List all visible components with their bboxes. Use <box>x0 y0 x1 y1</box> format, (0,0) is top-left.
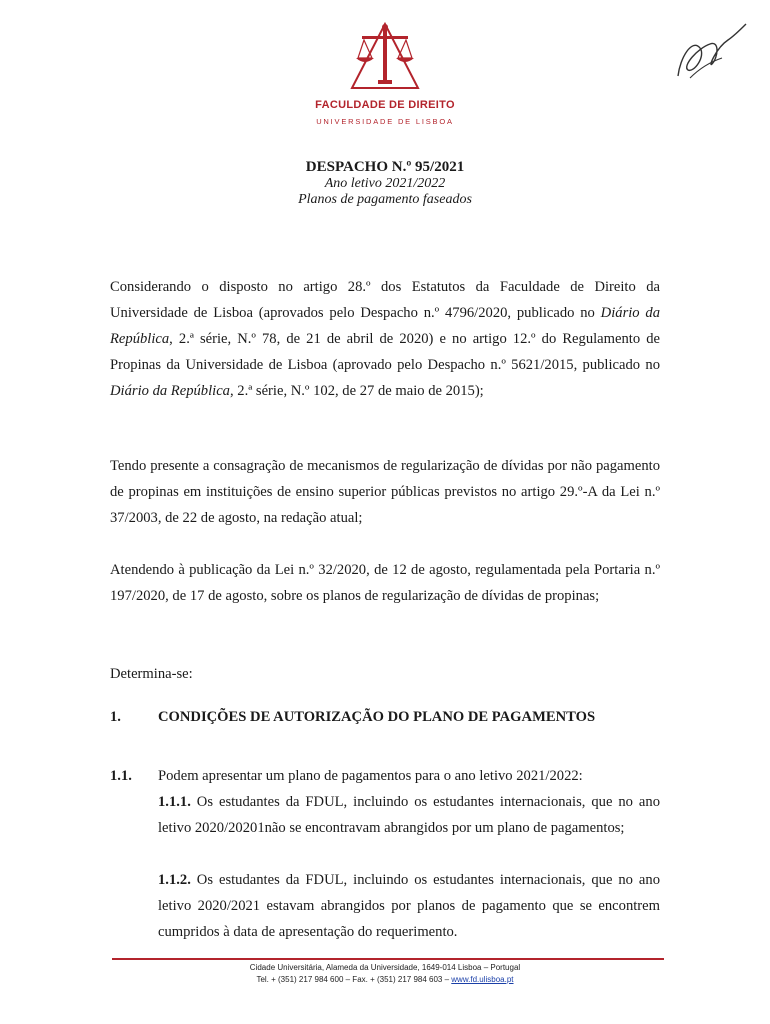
paragraph-text: Considerando o disposto no artigo 28.º dos Estatutos da Faculdade de Direito da Universidade de Lisboa (aprovados pelo Despacho n.º 4796/2020, publicado no <box>110 279 660 321</box>
paragraph-atendendo: Atendendo à publicação da Lei n.º 32/2020, de 12 de agosto, regulamentada pela Portaria n.º 197/2020, de 17 de agosto, sobre os planos de regularização de dívidas de propinas; <box>110 562 660 604</box>
subsection-text: Podem apresentar um plano de pagamentos para o ano letivo 2021/2022: <box>158 768 583 784</box>
footer-contacts <box>0 975 770 984</box>
website-link[interactable]: www.fd.ulisboa.pt <box>451 975 514 984</box>
paragraph-determina: Determina-se: <box>110 666 193 682</box>
journal-name: Diário da República <box>110 305 661 347</box>
document-subject: Planos de pagamento faseados <box>298 192 472 207</box>
section-number: 1. <box>110 709 121 725</box>
item-text: Os estudantes da FDUL, incluindo os estudantes internacionais, que no ano letivo 2020/20201não se encontravam abrangidos por um plano de pagamentos; <box>158 794 660 836</box>
academic-year: Ano letivo 2021/2022 <box>324 176 446 191</box>
despacho-number: DESPACHO N.º 95/2021 <box>305 159 465 175</box>
document-title <box>0 158 770 208</box>
paragraph-text: , 2.ª série, N.º 102, de 27 de maio de 2015); <box>229 383 484 399</box>
subsection-number: 1.1. <box>110 768 132 784</box>
contact-numbers: Tel. + (351) 217 984 600 – Fax. + (351) 217 984 603 – <box>256 975 452 984</box>
paragraph-considerando <box>110 274 660 404</box>
footer-divider <box>112 958 664 960</box>
item-number: 1.1.1. <box>158 794 191 810</box>
list-item <box>158 789 660 841</box>
journal-name: Diário da República <box>110 383 230 399</box>
scales-of-justice-icon <box>340 18 430 98</box>
footer-address: Cidade Universitária, Alameda da Universidade, 1649-014 Lisboa – Portugal <box>249 963 521 972</box>
signature-icon <box>670 18 750 88</box>
paragraph-text: , 2.ª série, N.º 78, de 21 de abril de 2020) e no artigo 12.º do Regulamento de Propinas da Universidade de Lisboa (aprovado pelo Despacho n.º 5621/2015, publicado no <box>110 331 660 373</box>
paragraph-tendo-presente: Tendo presente a consagração de mecanismos de regularização de dívidas por não pagamento de propinas em instituições de ensino superior públicas previstos no artigo 29.º-A da Lei n.º 37/2003, de 22 de agosto, na redação atual; <box>110 458 660 526</box>
section-title: CONDIÇÕES DE AUTORIZAÇÃO DO PLANO DE PAGAMENTOS <box>158 709 596 725</box>
university-name: UNIVERSIDADE DE LISBOA <box>316 117 454 126</box>
list-item <box>158 867 660 945</box>
item-number: 1.1.2. <box>158 872 191 888</box>
institution-name: FACULDADE DE DIREITO <box>315 99 455 111</box>
item-text: Os estudantes da FDUL, incluindo os estudantes internacionais, que no ano letivo 2020/2021 estavam abrangidos por planos de pagamento que se encontrem cumpridos à data de apresentação do requerimento. <box>158 872 660 940</box>
